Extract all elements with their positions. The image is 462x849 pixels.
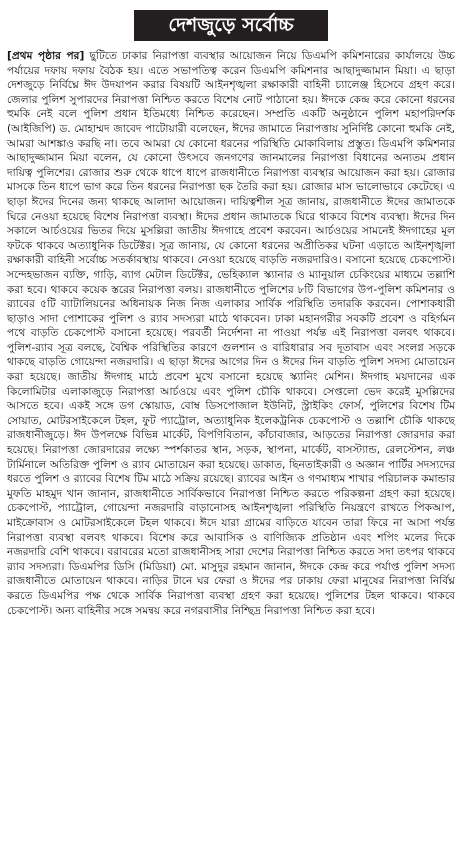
article-paragraph — [7, 49, 455, 618]
continuation-label: [প্রথম পৃষ্ঠার পর] — [7, 50, 85, 62]
article-text: ছুটিতে ঢাকার নিরাপত্তা ব্যবস্থার আয়োজন নিয়ে ডিএমপি কমিশনারের কার্যালয়ে উচ্চ পর্যায়ের দফায় দফায় বৈঠক হয়। এতে সভাপতিত্ব করেন ডিএমপি কমিশনার আছাদুজ্জামান মিয়া। এ ছাড়া দেশজুড়ে নির্বিঘ্নে ঈদ উদযাপন করার বিষয়টি আইনশৃঙ্খলা রক্ষাকারী বাহিনী চ্যালেঞ্জ হিসেবে গ্রহণ করে। জেলার পুলিশ সুপারদের নিরাপত্তা নিশ্চিত করতে বিশেষ নোট পাঠানো হয়। ঈদকে কেন্দ্র করে কোনো ধরনের হুমকি নেই বলে পুলিশ প্রধান ইতিমধ্যে নিশ্চিত করেছেন। সম্প্রতি একটি অনুষ্ঠানে পুলিশ মহাপরিদর্শক (আইজিপি) ড. মোহাম্মদ জাবেদ পাটোয়ারী বলেছেন, ঈদের জামাতে নিরাপত্তায় সুনির্দিষ্ট কোনো হুমকি নেই, আমরা আশঙ্কাও করছি না। তবে আমরা যে কোনো ধরনের পরিস্থিতি মোকাবিলায় প্রস্তুত। ডিএমপি কমিশনার আছাদুজ্জামান মিয়া বলেন, যে কোনো উৎসবে জনগণের জানমালের নিরাপত্তা বিধানের অন্যতম প্রধান দায়িত্ব পুলিশের। রোজার শুরু থেকে ধাপে ধাপে রাজধানীতে নিরাপত্তা ব্যবস্থার আয়োজন করা হয়। রোজার মাসকে তিন ধাপে ভাগ করে তিন ধরনের নিরাপত্তা ছক তৈরি করা হয়। রোজার মাস ভালোভাবে কেটেছে। এ ছাড়া ঈদের দিনের জন্য থাকছে আলাদা আয়োজন। দায়িত্বশীল সূত্র জানায়, রাজধানীতে ঈদের জামাতকে ঘিরে নেওয়া হয়েছে বিশেষ নিরাপত্তা ব্যবস্থা। ঈদের প্রধান জামাতকে ঘিরে থাকবে বিশেষ ব্যবস্থা। ঈদের দিন সকালে আর্চওয়ের ভিতর দিয়ে মুসল্লিরা জাতীয় ঈদগাহে প্রবেশ করবেন। আর্চওয়ের সামনেই ঈদগাহের মূল ফটকে থাকবে অত্যাধুনিক ডিটেক্টর। সূত্র জানায়, যে কোনো ধরনের অপ্রীতিকর ঘটনা এড়াতে আইনশৃঙ্খলা রক্ষাকারী বাহিনী সর্বোচ্চ সতর্কাবস্থায় থাকবে। নেওয়া হয়েছে বাড়তি নজরদারিও। বসানো হয়েছে চেকপোস্ট। সন্দেহভাজন ব্যক্তি, গাড়ি, ব্যাগ মেটাল ডিটেক্টর, ভেহিক্যাল স্ক্যানার ও ম্যানুয়াল চেকিংয়ের মাধ্যমে তল্লাশি করা হবে। থাকবে কয়েক স্তরের নিরাপত্তা বলয়। রাজধানীতে পুলিশের ৮টি বিভাগের উপ-পুলিশ কমিশনার ও র‌্যাবের ৫টি ব্যাটালিয়নের অধিনায়ক নিজ নিজ এলাকার সার্বিক পরিস্থিতি তদারকি করবেন। পোশাকধারী ছাড়াও সাদা পোশাকের পুলিশ ও র‌্যাব সদস্যরা মাঠে থাকবেন। ঢাকা মহানগরীর সবকটি প্রবেশ ও বহির্গমন পথে বাড়তি চেকপোস্ট বসানো হয়েছে। পরবর্তী নির্দেশনা না পাওয়া পর্যন্ত এই নিরাপত্তা বলবৎ থাকবে। পুলিশ-র‌্যাব সূত্র বলছে, বৈশ্বিক পরিস্থিতির কারণে গুলশান ও বারিধারার সব দূতাবাস এবং সংলগ্ন সড়কে থাকছে বাড়তি গোয়েন্দা নজরদারি। এ ছাড়া ঈদের আগের দিন ও ঈদের দিন বাড়তি পুলিশ সদস্য মোতায়েন করা হয়েছে। জাতীয় ঈদগাহ মাঠে প্রবেশ মুখে বসানো হয়েছে স্ক্যানিং মেশিন। ঈদগাহ ময়দানের এক কিলোমিটার এলাকাজুড়ে নিরাপত্তা আর্চওয়ে এবং পুলিশ চৌকি থাকবে। সেপ্তলো ভেদ করেই মুসল্লিদের আসতে হবে। একই সঙ্গে ডগ স্কোয়াড, বোম্ব ডিসপোজাল ইউনিট, স্ট্রাইকিং ফোর্স, পুলিশের বিশেষ টিম সোয়াত, মোটরসাইকেলে টহল, ফুট প্যাট্রোল, অত্যাধুনিক ইলেকট্রনিক চেকপোস্ট ও তল্লাশি চৌকি থাকছে রাজধানীজুড়ে। ঈদ উপলক্ষে বিভিন্ন মার্কেট, বিপণিবিতান, কাঁচাবাজার, আড়তের নিরাপত্তা জোরদার করা হয়েছে। নিরাপত্তা জোরদারের লক্ষ্যে স্পর্শকাতর স্থান, সড়ক, স্থাপনা, মার্কেট, বাসস্ট্যান্ড, রেলস্টেশন, লঞ্চ টার্মিনালে অতিরিক্ত পুলিশ ও র‌্যাব মোতায়েন করা হয়েছে। ডাকাত, ছিনতাইকারী ও অজ্ঞান পার্টির সদস্যদের ধরতে পুলিশ ও র‌্যাবের বিশেষ টিম মাঠে সক্রিয় রয়েছে। র‌্যাবের আইন ও গণমাধ্যম শাখার পরিচালক কমান্ডার মুফতি মাহমুদ খান জানান, রাজধানীতে সার্বিকভাবে নিরাপত্তা নিশ্চিত করতে পরিকল্পনা গ্রহণ করা হয়েছে। চেকপোস্ট, প্যাট্রোল, গোয়েন্দা নজরদারি বাড়ানোসহ আইনশৃঙ্খলা পরিস্থিতি নিয়ন্ত্রণে রাখতে পিকআপ, মাইক্রোবাস ও মোটরসাইকেলে টহল থাকবে। ঈদে যারা গ্রামের বাড়িতে যাবেন তারা ফিরে না আসা পর্যন্ত নিরাপত্তা ব্যবস্থা বলবৎ থাকবে। বিশেষ করে আবাসিক ও বাণিজ্যিক প্রতিষ্ঠান এবং শপিং মলের দিকে নজরদারি বেশি থাকবে। বরাবরের মতো রাজধানীসহ সারা দেশের নিরাপত্তা নিশ্চিত করতে সদা তৎপর থাকবে র‌্যাব সদস্যরা। ডিএমপির ডিসি (মিডিয়া) মো. মাসুদুর রহমান জানান, ঈদকে কেন্দ্র করে পর্যাপ্ত পুলিশ সদস্য রাজধানীতে মোতায়েন থাকবে। নাড়ির টানে ঘর ফেরা ও ঈদের পর ঢাকায় ফেরা মানুষের নিরাপত্তা নির্বিঘ্ন করতে ডিএমপির পক্ষ থেকে সার্বিক নিরাপত্তা ব্যবস্থা গ্রহণ করা হয়েছে। পুলিশের টহল থাকবে। থাকবে চেকপোস্ট। অন্য বাহিনীর সঙ্গে সমন্বয় করে নগরবাসীর নিশ্ছিদ্র নিরাপত্তা নিশ্চিত করা হবে। — [7, 50, 455, 617]
article-body — [7, 49, 455, 618]
headline: দেশজুড়ে সর্বোচ্চ — [134, 10, 327, 41]
headline-banner — [7, 10, 455, 41]
